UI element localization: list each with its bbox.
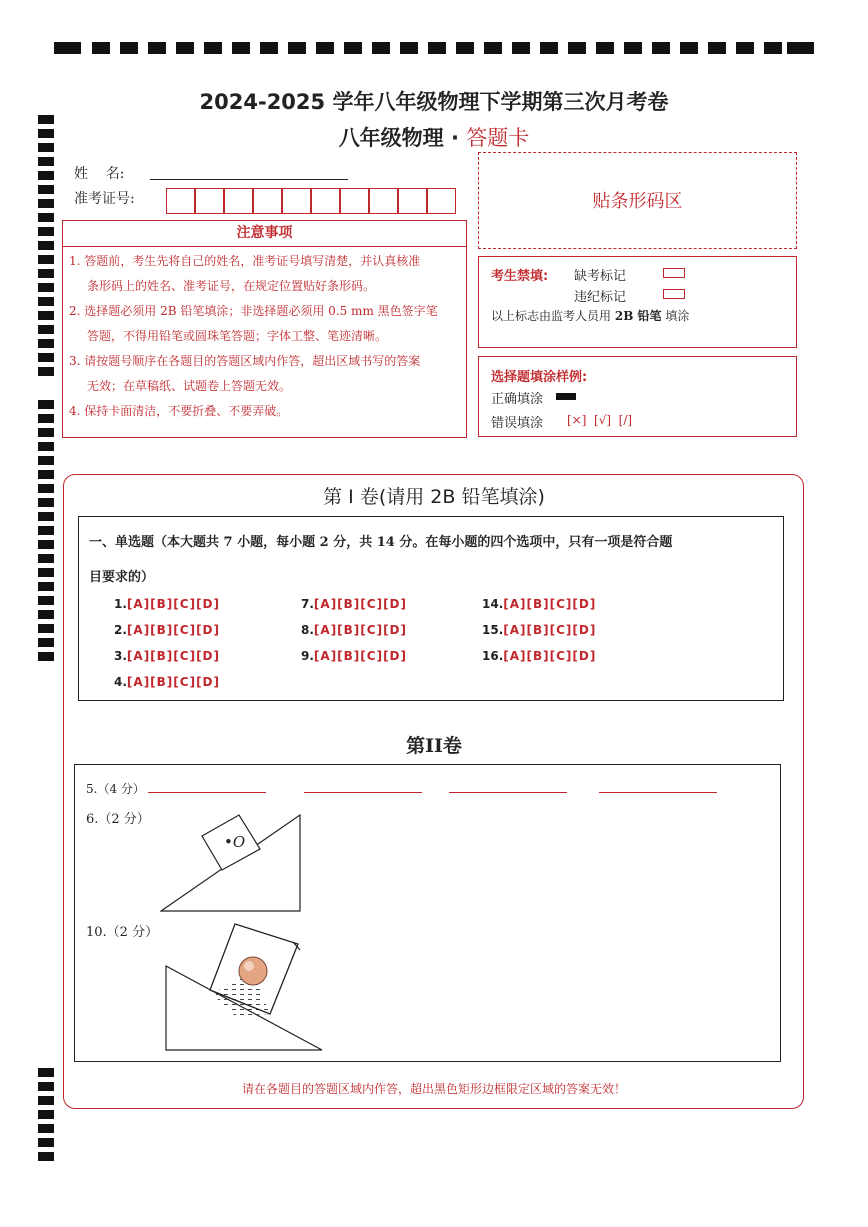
notes-box bbox=[62, 220, 467, 438]
note-line: 无效；在草稿纸、试题卷上答题无效。 bbox=[87, 379, 292, 393]
timing-mark bbox=[38, 638, 54, 647]
q5-blank-2[interactable] bbox=[304, 792, 422, 793]
question-15[interactable] bbox=[482, 623, 596, 637]
part1-title: 第 I 卷(请用 2B 铅笔填涂) bbox=[323, 486, 545, 508]
id-cell[interactable] bbox=[166, 188, 195, 214]
question-8[interactable] bbox=[301, 623, 407, 637]
q-number: 7. bbox=[301, 597, 314, 611]
timing-mark bbox=[38, 269, 54, 278]
timing-mark bbox=[38, 241, 54, 250]
q-number: 1. bbox=[114, 597, 127, 611]
q-options[interactable]: [A][B][C][D] bbox=[503, 597, 597, 611]
q-options[interactable]: [A][B][C][D] bbox=[313, 649, 407, 663]
timing-mark bbox=[38, 311, 54, 320]
timing-mark bbox=[38, 1096, 54, 1105]
timing-mark bbox=[38, 414, 54, 423]
id-cell[interactable] bbox=[340, 188, 369, 214]
timing-mark bbox=[38, 610, 54, 619]
part2-title: 第II卷 bbox=[406, 735, 462, 757]
timing-mark bbox=[38, 171, 54, 180]
absent-mark-box[interactable] bbox=[663, 268, 685, 278]
forbidden-note-suffix: 填涂 bbox=[665, 309, 690, 323]
footer-note: 请在各题目的答题区域内作答，超出黑色矩形边框限定区域的答案无效！ bbox=[241, 1082, 626, 1096]
note-line: 1. 答题前，考生先将自己的姓名，准考证号填写清楚，并认真核准 bbox=[69, 254, 421, 268]
q-options[interactable]: [A][B][C][D] bbox=[503, 623, 597, 637]
id-label: 准考证号: bbox=[74, 191, 135, 207]
q-options[interactable]: [A][B][C][D] bbox=[313, 597, 407, 611]
wrong-marks: [×] [√] [/] bbox=[567, 413, 633, 427]
question-14[interactable] bbox=[482, 597, 596, 611]
forbidden-note-prefix: 以上标志由监考人员用 bbox=[491, 309, 612, 323]
subtitle-main: 八年级物理 bbox=[338, 126, 444, 150]
timing-mark bbox=[38, 582, 54, 591]
q-options[interactable]: [A][B][C][D] bbox=[126, 597, 220, 611]
q10-figure-beaker-incline[interactable] bbox=[160, 922, 330, 1054]
q6-label: 6.（2 分） bbox=[86, 812, 150, 827]
label-o: •O bbox=[224, 833, 246, 851]
q-number: 16. bbox=[482, 649, 504, 663]
timing-mark bbox=[38, 213, 54, 222]
note-line: 答题，不得用铅笔或圆珠笔答题；字体工整、笔迹清晰。 bbox=[87, 329, 388, 343]
name-field[interactable] bbox=[150, 179, 348, 180]
id-cell[interactable] bbox=[398, 188, 427, 214]
id-cell[interactable] bbox=[224, 188, 253, 214]
timing-mark bbox=[38, 526, 54, 535]
timing-mark bbox=[38, 540, 54, 549]
timing-mark bbox=[38, 227, 54, 236]
timing-mark bbox=[38, 428, 54, 437]
name-label: 姓 名: bbox=[74, 166, 125, 182]
timing-mark bbox=[38, 456, 54, 465]
timing-marks-top bbox=[54, 42, 814, 56]
q5-blank-3[interactable] bbox=[449, 792, 567, 793]
q-options[interactable]: [A][B][C][D] bbox=[126, 649, 220, 663]
question-9[interactable] bbox=[301, 649, 407, 663]
q-options[interactable]: [A][B][C][D] bbox=[126, 623, 220, 637]
section-heading-cont: 目要求的） bbox=[89, 570, 155, 585]
timing-mark bbox=[38, 470, 54, 479]
timing-mark bbox=[38, 185, 54, 194]
forbidden-box bbox=[478, 256, 797, 348]
question-4[interactable] bbox=[114, 675, 220, 689]
absent-label: 缺考标记 bbox=[574, 269, 627, 284]
timing-mark bbox=[38, 1124, 54, 1133]
question-1[interactable] bbox=[114, 597, 220, 611]
q-number: 8. bbox=[301, 623, 314, 637]
id-cell[interactable] bbox=[311, 188, 340, 214]
sample-title: 选择题填涂样例: bbox=[491, 370, 588, 385]
question-7[interactable] bbox=[301, 597, 407, 611]
violation-mark-box[interactable] bbox=[663, 289, 685, 299]
timing-mark bbox=[38, 554, 54, 563]
q-number: 4. bbox=[114, 675, 127, 689]
timing-mark bbox=[38, 367, 54, 376]
forbidden-label: 考生禁填: bbox=[491, 269, 549, 284]
timing-mark bbox=[38, 652, 54, 661]
wrong-label: 错误填涂 bbox=[491, 416, 544, 431]
note-line: 3. 请按题号顺序在各题目的答题区域内作答，超出区域书写的答案 bbox=[69, 354, 421, 368]
subtitle-red: 答题卡 bbox=[466, 126, 530, 150]
timing-mark bbox=[38, 339, 54, 348]
timing-mark bbox=[38, 400, 54, 409]
q-options[interactable]: [A][B][C][D] bbox=[313, 623, 407, 637]
timing-mark bbox=[38, 1138, 54, 1147]
timing-mark bbox=[38, 157, 54, 166]
forbidden-note-bold: 2B 铅笔 bbox=[614, 309, 662, 323]
q5-label: 5.（4 分） bbox=[86, 782, 145, 796]
q10-label: 10.（2 分） bbox=[86, 925, 159, 940]
q5-blank-4[interactable] bbox=[599, 792, 717, 793]
q-options[interactable]: [A][B][C][D] bbox=[126, 675, 220, 689]
notes-title: 注意事项 bbox=[63, 221, 466, 247]
q-number: 14. bbox=[482, 597, 504, 611]
note-line: 4. 保持卡面清洁，不要折叠、不要弄破。 bbox=[69, 404, 289, 418]
note-line: 2. 选择题必须用 2B 铅笔填涂；非选择题必须用 0.5 mm 黑色签字笔 bbox=[69, 304, 438, 318]
q-number: 2. bbox=[114, 623, 127, 637]
question-16[interactable] bbox=[482, 649, 596, 663]
q6-figure-incline-block[interactable] bbox=[160, 812, 305, 914]
timing-mark bbox=[38, 442, 54, 451]
question-3[interactable] bbox=[114, 649, 220, 663]
timing-mark bbox=[38, 1110, 54, 1119]
timing-mark bbox=[38, 199, 54, 208]
timing-mark bbox=[38, 325, 54, 334]
timing-mark bbox=[38, 624, 54, 633]
q-number: 3. bbox=[114, 649, 127, 663]
q-number: 9. bbox=[301, 649, 314, 663]
barcode-area bbox=[478, 152, 797, 249]
question-2[interactable] bbox=[114, 623, 220, 637]
correct-label: 正确填涂 bbox=[491, 392, 544, 407]
id-cell[interactable] bbox=[369, 188, 398, 214]
q-options[interactable]: [A][B][C][D] bbox=[503, 649, 597, 663]
timing-mark bbox=[38, 512, 54, 521]
id-cell[interactable] bbox=[282, 188, 311, 214]
barcode-label: 贴条形码区 bbox=[592, 191, 683, 212]
violation-label: 违纪标记 bbox=[574, 290, 627, 305]
timing-mark bbox=[38, 1152, 54, 1161]
sample-box bbox=[478, 356, 797, 437]
section-heading: 一、单选题（本大题共 7 小题，每小题 2 分，共 14 分。在每小题的四个选项中，只有一项是符合题 bbox=[89, 535, 673, 550]
timing-mark bbox=[38, 596, 54, 605]
timing-mark bbox=[38, 568, 54, 577]
timing-mark bbox=[38, 353, 54, 362]
timing-mark bbox=[38, 255, 54, 264]
forbidden-note bbox=[491, 307, 689, 324]
q-number: 15. bbox=[482, 623, 504, 637]
correct-fill-sample bbox=[556, 393, 576, 400]
q5-blank-1[interactable] bbox=[148, 792, 266, 793]
id-cell[interactable] bbox=[253, 188, 282, 214]
subtitle-sep: · bbox=[451, 126, 459, 150]
page-title: 2024-2025 学年八年级物理下学期第三次月考卷 bbox=[199, 90, 669, 114]
id-cell[interactable] bbox=[195, 188, 224, 214]
timing-mark bbox=[38, 297, 54, 306]
note-line: 条形码上的姓名、准考证号，在规定位置贴好条形码。 bbox=[87, 279, 376, 293]
timing-mark bbox=[38, 1068, 54, 1077]
page-subtitle bbox=[0, 122, 868, 152]
timing-mark bbox=[38, 283, 54, 292]
id-cell[interactable] bbox=[427, 188, 456, 214]
